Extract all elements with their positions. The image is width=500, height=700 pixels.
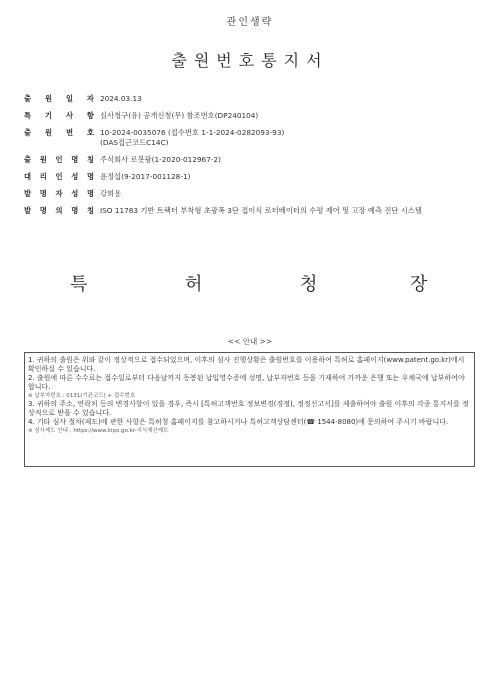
field-label: 출 원 인 명 칭	[24, 155, 94, 164]
field-row-inventor	[24, 189, 482, 199]
field-label: 발 명 자 성 명	[24, 189, 94, 198]
field-value: 심사청구(유) 공개신청(무) 참조번호(DP240104)	[100, 111, 259, 120]
guide-box	[24, 352, 475, 467]
field-row-applicant	[24, 155, 482, 165]
field-row-remarks	[24, 111, 482, 121]
field-value: ISO 11783 기반 트랙터 부착형 초광폭 3단 접이식 로터베이터의 수평 제어 및 고장 예측 진단 시스템	[100, 206, 422, 215]
field-value: 10-2024-0035076 (접수번호 1-1-2024-0282093-93) (DAS접근코드C14C)	[100, 128, 285, 147]
issuer-char: 특	[70, 274, 88, 295]
field-row-agent	[24, 172, 482, 182]
stamp-omitted-text: 관인생략	[226, 17, 274, 28]
field-row-application-number	[24, 128, 482, 148]
guide-item: 1. 귀하의 출원은 위와 같이 정상적으로 접수되었으며, 이후의 심사 진행상황은 출원번호를 이용하여 특허로 홈페이지(www.patent.go.kr)에서 확인하실 수 있습니다.	[28, 356, 465, 373]
guide-heading: << 안내 >>	[227, 337, 273, 346]
issuer-char: 청	[300, 274, 318, 295]
guide-item: 3. 귀하의 주소, 연락처 등의 변경사항이 있을 경우, 즉시 [특허고객번호 정보변경(경정), 정정신고서]를 제출하여야 출원 이후의 각종 통지서를 정상적으로 받을 수 있습니다.	[28, 400, 469, 417]
guide-note: ※ 심사제도 안내 : https://www.kipo.go.kr-지식재산제도	[28, 428, 169, 434]
field-label: 대 리 인 성 명	[24, 172, 94, 181]
guide-item: 2. 출원에 따른 수수료는 접수일로부터 다음날까지 동봉된 납입영수증에 성명, 납부자번호 등을 기재하여 가까운 은행 또는 우체국에 납부하여야 합니다.	[28, 374, 465, 391]
field-row-filing-date	[24, 94, 482, 104]
field-label: 출 원 일 자	[24, 94, 94, 103]
field-value: 강희용	[100, 189, 122, 198]
field-value: 2024.03.13	[100, 94, 142, 103]
field-label: 특 기 사 항	[24, 111, 94, 120]
field-label: 발 명 의 명 칭	[24, 206, 94, 215]
field-value: 윤정섭(9-2017-001128-1)	[100, 172, 191, 181]
guide-item: 4. 기타 심사 절차(제도)에 관한 사항은 특허청 홈페이지를 참고하시거나 특허고객상담센터(☎ 1544-8080)에 문의하여 주시기 바랍니다.	[28, 418, 449, 426]
application-info	[24, 94, 482, 223]
field-row-invention-title	[24, 206, 482, 216]
document-title: 출원번호통지서	[171, 51, 329, 70]
issuer-char: 장	[410, 274, 428, 295]
field-label: 출 원 번 호	[24, 128, 94, 137]
issuer-char: 허	[185, 274, 203, 295]
guide-note: ※ 납부자번호 : 0131(기관코드) + 접수번호	[28, 393, 136, 399]
field-value: 주식회사 로봇팜(1-2020-012967-2)	[100, 155, 221, 164]
